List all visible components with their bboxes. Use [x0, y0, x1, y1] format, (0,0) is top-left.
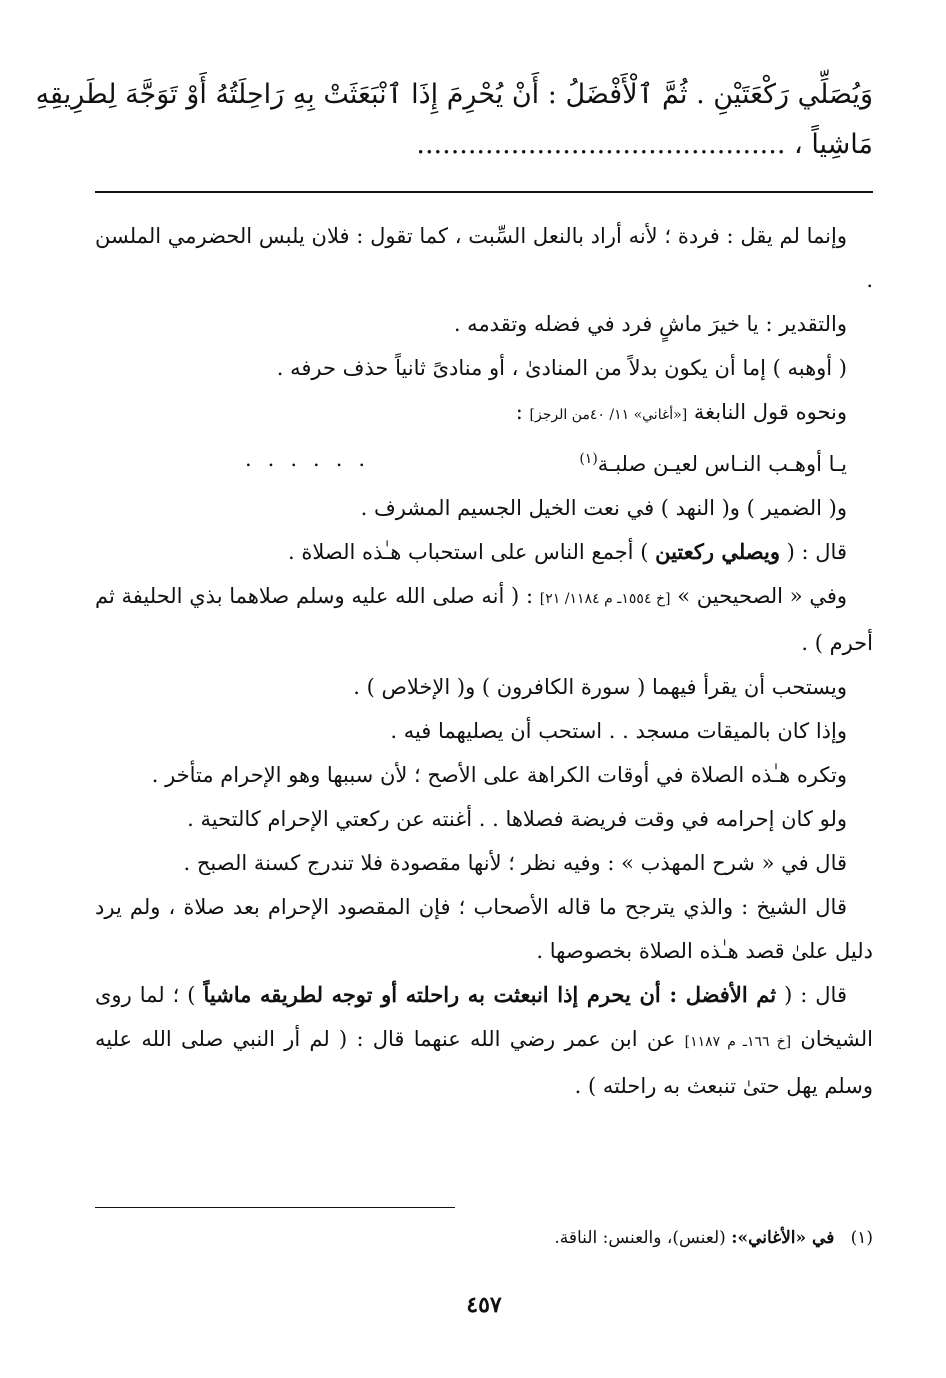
- paragraph-text: قال : (: [786, 540, 847, 564]
- commentary-paragraph: وإذا كان بالميقات مسجد . . استحب أن يصليهما فيه .: [390, 719, 847, 743]
- commentary-paragraph: و( الضمير ) و( النهد ) في نعت الخيل الجسيم المشرف .: [360, 496, 847, 520]
- paragraph-text: : ( أنه صلى الله عليه وسلم صلاهما بذي الحليفة ثم أحرم ) .: [95, 584, 873, 655]
- commentary-paragraph: [95, 574, 873, 665]
- hadith-reference: [خ ١٦٦ـ م ١١٨٧]: [684, 1034, 792, 1050]
- footnote: [95, 1222, 873, 1254]
- page-number: ٤٥٧: [466, 1292, 502, 1318]
- matn-line-2-dots: ...........................................: [416, 129, 786, 160]
- footnote-text: (لعنس)، والعنس: الناقة.: [554, 1228, 726, 1248]
- paragraph-text: قال : (: [784, 983, 847, 1007]
- commentary-paragraph: ( أوهبه ) إما أن يكون بدلاً من المنادىٰ ، أو منادىً ثانياً حذف حرفه .: [276, 356, 847, 380]
- footnote-marker: (١): [579, 451, 598, 467]
- paragraph-text: :: [515, 400, 523, 424]
- commentary-paragraph: وإنما لم يقل : فردة ؛ لأنه أراد بالنعل السِّبت ، كما تقول : فلان يلبس الحضرمي الملسن .: [95, 224, 873, 292]
- paragraph-text: وفي « الصحيحين »: [677, 584, 848, 608]
- source-reference: [«أغاني» ١١/ ٤٠من الرجز]: [529, 407, 688, 423]
- footnote-source: في «الأغاني»:: [731, 1228, 835, 1248]
- quoted-matn: ثم الأفضل : أن يحرم إذا انبعثت به راحلته أو توجه لطريقه ماشياً: [203, 982, 777, 1007]
- verse-hemistich: [579, 437, 847, 486]
- commentary-paragraph: والتقدير : يا خيرَ ماشٍ فرد في فضله وتقدمه .: [453, 312, 847, 336]
- commentary-paragraph: ويستحب أن يقرأ فيهما ( سورة الكافرون ) و( الإخلاص ) .: [353, 675, 847, 699]
- commentary-paragraph: قال في « شرح المهذب » : وفيه نظر ؛ لأنها مقصودة فلا تندرج كسنة الصبح .: [183, 851, 847, 875]
- verse-text: يـا أوهـب النـاس لعيـن صلبـة: [597, 452, 847, 476]
- commentary-text: [95, 214, 873, 1108]
- matn-line-1: وَيُصَلِّي رَكْعَتَيْنِ . ثُمَّ ٱلْأَفْضَلُ : أَنْ يُحْرِمَ إِذَا ٱنْبَعَثَتْ بِهِ رَاحِلَتُهُ أَوْ تَوَجَّهَ لِطَرِيقِهِ: [35, 79, 873, 110]
- paragraph-text: ونحوه قول النابغة: [693, 400, 847, 424]
- matn-line-2-text: مَاشِياً ،: [794, 129, 873, 160]
- matn-text: [35, 70, 873, 170]
- hadith-reference: [خ ١٥٥٤ـ م ١١٨٤/ ٢١]: [539, 591, 671, 607]
- matn-line-2: [95, 120, 873, 170]
- footnote-separator-rule: [95, 1207, 455, 1208]
- commentary-paragraph: [95, 390, 873, 437]
- commentary-paragraph: [95, 530, 873, 574]
- commentary-paragraph: وتكره هـٰذه الصلاة في أوقات الكراهة على الأصح ؛ لأن سببها وهو الإحرام متأخر .: [151, 763, 847, 787]
- commentary-paragraph: قال الشيخ : والذي يترجح ما قاله الأصحاب ؛ فإن المقصود الإحرام بعد صلاة ، ولم يرد دليل علىٰ قصد هـٰذه الصلاة بخصوصها .: [95, 895, 873, 963]
- matn-separator-rule: [95, 191, 873, 193]
- paragraph-text: ) أجمع الناس على استحباب هـٰذه الصلاة .: [288, 540, 649, 564]
- poetry-verse: [95, 437, 873, 486]
- commentary-paragraph: ولو كان إحرامه في وقت فريضة فصلاها . . أغنته عن ركعتي الإحرام كالتحية .: [187, 807, 847, 831]
- book-page: [35, 0, 874, 1378]
- quoted-matn: ويصلي ركعتين: [655, 539, 780, 564]
- verse-ellipsis: ......: [245, 447, 382, 471]
- footnote-number: (١): [850, 1228, 873, 1248]
- paragraph-text: ) ؛ لما روى الشيخان: [95, 983, 874, 1051]
- paragraph-text: عن ابن عمر رضي الله عنهما قال : ( لم أر النبي صلى الله عليه وسلم يهل حتىٰ تنبعث به راحلته ) .: [95, 1027, 873, 1098]
- commentary-paragraph: [95, 973, 873, 1108]
